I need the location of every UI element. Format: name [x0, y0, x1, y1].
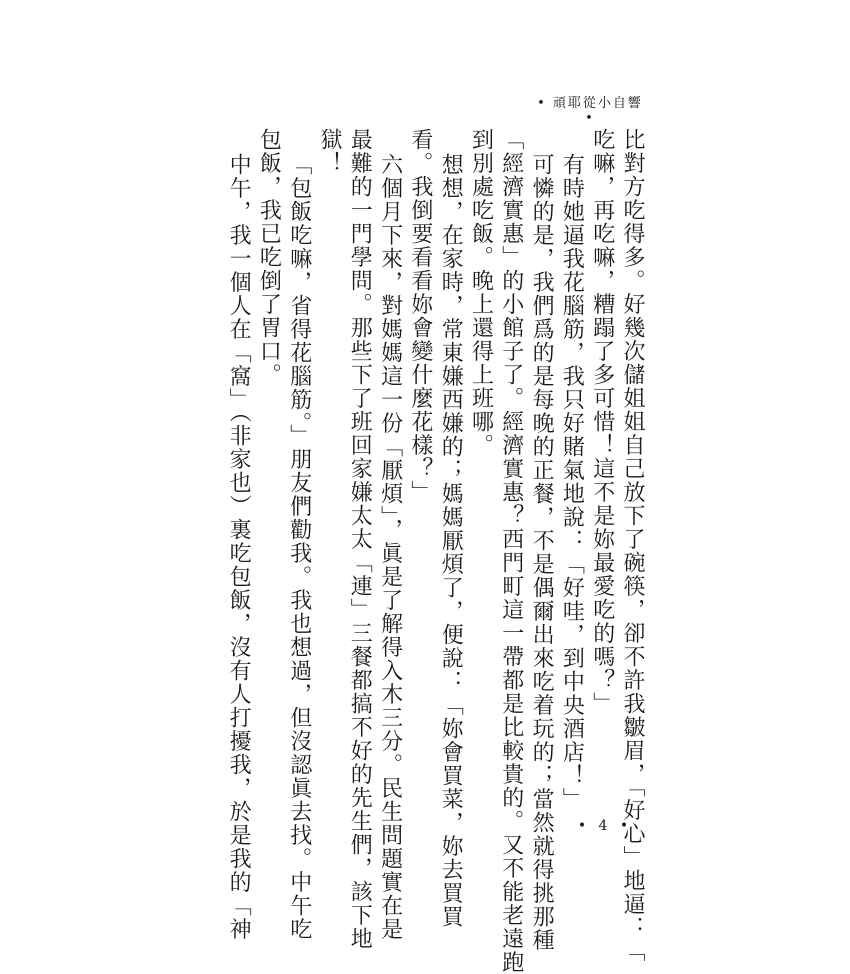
- text-column: 「經濟實惠」的小館子了。經濟實惠？西門町這一帶都是比較貴的。又不能老遠跑: [498, 128, 524, 974]
- running-header: • 頑耶從小自響 •: [537, 96, 643, 126]
- page-number: • 4 •: [577, 818, 633, 834]
- text-column: 「包飯吃嘛，省得花腦筋。」朋友們勸我。我也想過，但沒認眞去找。中午吃: [286, 153, 312, 941]
- text-column: 有時她逼我花腦筋，我只好賭氣地說：「好哇，到中央酒店！」: [559, 153, 585, 811]
- text-column: 可憐的是，我們爲的是每晚的正餐，不是偶爾出來吃着玩的；當然就得挑那種: [529, 153, 555, 952]
- text-column: 比對方吃得多。好幾次儲姐姐自己放下了碗筷，卻不許我皺眉，「好心」地逼：「: [620, 128, 645, 963]
- text-column: 想想，在家時，常東嫌西嫌的；媽媽厭煩了，便說：「妳會買菜，妳去買買: [438, 153, 464, 929]
- text-column: 獄！: [317, 128, 342, 175]
- text-column: 吃嘛，再吃嘛，糟蹋了多可惜！這不是妳最愛吃的嗎？」: [589, 128, 615, 716]
- text-column: 看。我倒要看看妳會變什麼花樣？」: [407, 128, 433, 504]
- text-column: 包飯，我已吃倒了胃口。: [256, 128, 282, 387]
- text-column: 到別處吃飯。晚上還得上班哪。: [468, 128, 494, 457]
- text-column: 六個月下來，對媽媽這一份「厭煩」，眞是了解得入木三分。民生問題實在是: [377, 153, 403, 941]
- text-column: 中午，我一個人在「窩」（非家也）裏吃包飯，沒有人打擾我，於是我的「神: [226, 153, 252, 941]
- text-column: 最難的一門學問。那些下了班回家嫌太太「連」三餐都搞不好的先生們，該下地: [347, 128, 373, 951]
